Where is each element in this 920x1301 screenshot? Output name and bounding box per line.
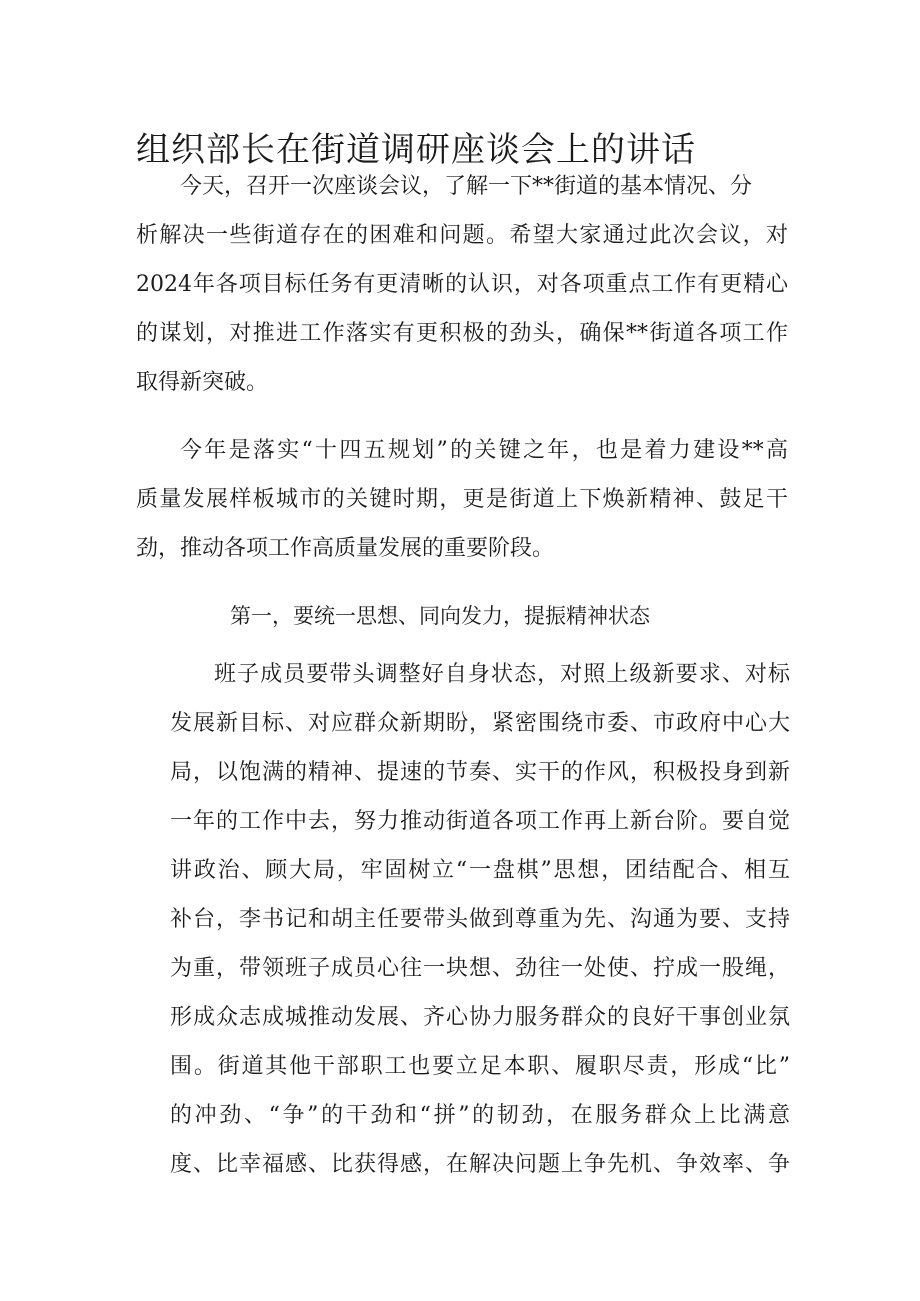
paragraph-2-line-2: 质量发展样板城市的关键时期，更是街道上下焕新精神、鼓足干: [136, 487, 788, 512]
paragraph-1-line-5: 取得新突破。: [136, 370, 269, 395]
paragraph-3-line-10: 的冲劲、“争”的干劲和“拼”的韧劲，在服务群众上比满意: [170, 1103, 790, 1128]
paragraph-3-line-1: 班子成员要带头调整好自身状态，对照上级新要求、对标: [214, 662, 790, 687]
paragraph-3-line-6: 补台，李书记和胡主任要带头做到尊重为先、沟通为要、支持: [170, 907, 790, 932]
paragraph-1-line-1: 今天，召开一次座谈会议，了解一下**街道的基本情况、分: [180, 174, 753, 199]
paragraph-1-line-4: 的谋划，对推进工作落实有更积极的劲头，确保**街道各项工作: [136, 321, 788, 346]
paragraph-2-line-3: 劲，推动各项工作高质量发展的重要阶段。: [136, 536, 555, 561]
paragraph-3-line-4: 一年的工作中去，努力推动街道各项工作再上新台阶。要自觉: [170, 809, 790, 834]
document-title: 组织部长在街道调研座谈会上的讲话: [136, 130, 696, 170]
section-heading: 第一，要统一思想、同向发力，提振精神状态: [230, 604, 650, 628]
paragraph-3-line-7: 为重，带领班子成员心往一块想、劲往一处使、拧成一股绳，: [170, 956, 790, 981]
paragraph-1-line-3: 2024年各项目标任务有更清晰的认识，对各项重点工作有更精心: [136, 272, 788, 297]
paragraph-3-line-3: 局，以饱满的精神、提速的节奏、实干的作风，积极投身到新: [170, 760, 790, 785]
paragraph-2-line-1: 今年是落实“十四五规划”的关键之年，也是着力建设**高: [180, 438, 788, 463]
paragraph-3-line-11: 度、比幸福感、比获得感，在解决问题上争先机、争效率、争: [170, 1152, 790, 1177]
paragraph-3-line-8: 形成众志成城推动发展、齐心协力服务群众的良好干事创业氛: [170, 1005, 790, 1030]
paragraph-3-line-9: 围。街道其他干部职工也要立足本职、履职尽责，形成“比”: [170, 1054, 790, 1079]
paragraph-1-line-2: 析解决一些街道存在的困难和问题。希望大家通过此次会议，对: [136, 223, 788, 248]
paragraph-3-line-2: 发展新目标、对应群众新期盼，紧密围绕市委、市政府中心大: [170, 711, 790, 736]
paragraph-3-line-5: 讲政治、顾大局，牢固树立“一盘棋”思想，团结配合、相互: [170, 858, 790, 883]
